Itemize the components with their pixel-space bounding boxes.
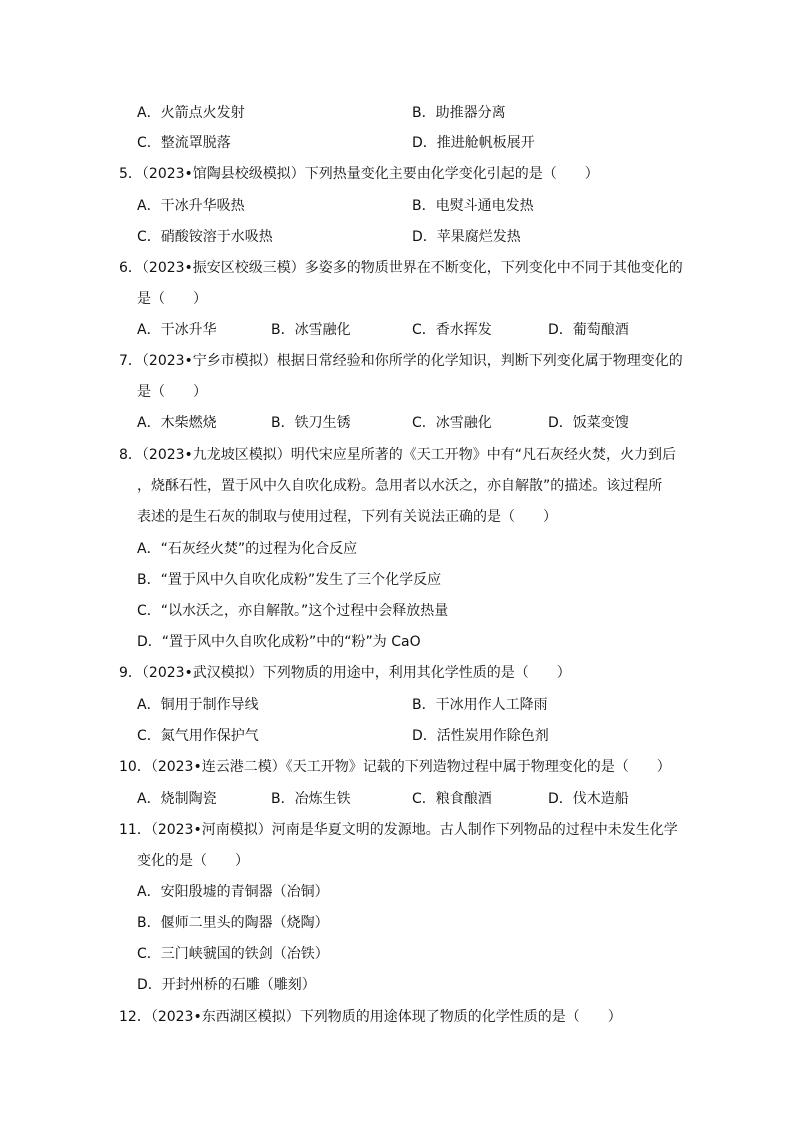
q8-stem-text-1: 8．（2023•九龙坡区模拟）明代宋应星所著的《天工开物》中有“凡石灰经火焚，火力到后 [119, 447, 677, 463]
q8-option-c[interactable]: C．“以水沃之，亦自解散。”这个过程中会释放热量 [137, 603, 449, 619]
q12-stem-text: 12．（2023•东西湖区模拟）下列物质的用途体现了物质的化学性质的是（ ） [119, 1009, 622, 1025]
q9-stem [0, 662, 794, 684]
q9-option-c[interactable]: C．氮气用作保护气 [137, 728, 259, 744]
q7-stem-text-1: 7．（2023•宁乡市模拟）根据日常经验和你所学的化学知识，判断下列变化属于物理变化的 [119, 353, 683, 369]
q5-options-row-1 [0, 195, 794, 217]
q7-stem-text-2: 是（ ） [137, 384, 207, 400]
q7-option-d[interactable]: D．饭菜变馊 [548, 415, 629, 431]
q8-option-d[interactable]: D．“置于风中久自吹化成粉”中的“粉”为 CaO [137, 634, 421, 650]
q6-option-a[interactable]: A．干冰升华 [137, 322, 217, 338]
q11-stem-text-2: 变化的是（ ） [137, 853, 249, 869]
q12-stem [0, 1006, 794, 1028]
q6-options-row [0, 319, 794, 341]
q9-options-row-2 [0, 725, 794, 747]
q9-option-d[interactable]: D．活性炭用作除色剂 [412, 728, 549, 744]
q8-stem-line-2 [0, 475, 794, 497]
q7-option-b[interactable]: B．铁刀生锈 [271, 415, 351, 431]
q11-stem-line-2 [0, 850, 794, 872]
q8-option-d-row [0, 631, 794, 653]
q11-option-d[interactable]: D．开封州桥的石雕（雕刻） [137, 977, 316, 993]
q5-option-c[interactable]: C．硝酸铵溶于水吸热 [137, 229, 273, 245]
q10-stem [0, 756, 794, 778]
q5-option-d[interactable]: D．苹果腐烂发热 [412, 229, 521, 245]
q5-option-a[interactable]: A．干冰升华吸热 [137, 198, 245, 214]
q11-stem-line-1 [0, 819, 794, 841]
q8-stem-line-1 [0, 444, 794, 466]
q7-option-c[interactable]: C．冰雪融化 [412, 415, 492, 431]
q4-options-row-1 [0, 102, 794, 124]
q4-option-c[interactable]: C．整流罩脱落 [137, 135, 231, 151]
q7-stem-line-2 [0, 381, 794, 403]
q4-option-b[interactable]: B．助推器分离 [412, 105, 506, 121]
q5-stem-text: 5．（2023•馆陶县校级模拟）下列热量变化主要由化学变化引起的是（ ） [119, 166, 599, 182]
q11-option-b[interactable]: B．偃师二里头的陶器（烧陶） [137, 915, 329, 931]
q5-options-row-2 [0, 226, 794, 248]
q6-option-c[interactable]: C．香水挥发 [412, 322, 492, 338]
q10-stem-text: 10．（2023•连云港二模）《天工开物》记载的下列造物过程中属于物理变化的是（ ） [119, 759, 671, 775]
q7-stem-line-1 [0, 350, 794, 372]
q8-option-c-row [0, 600, 794, 622]
q10-option-c[interactable]: C．粮食酿酒 [412, 791, 492, 807]
q8-stem-text-3: 表述的是生石灰的制取与使用过程，下列有关说法正确的是（ ） [137, 509, 557, 525]
q11-option-a-row [0, 881, 794, 903]
q8-option-b-row [0, 569, 794, 591]
q11-option-d-row [0, 974, 794, 996]
q10-option-a[interactable]: A．烧制陶瓷 [137, 791, 217, 807]
q8-stem-text-2: ，烧酥石性，置于风中久自吹化成粉。急用者以水沃之，亦自解散”的描述。该过程所 [137, 478, 663, 494]
q6-stem-text-2: 是（ ） [137, 291, 207, 307]
q6-option-d[interactable]: D．葡萄酿酒 [548, 322, 629, 338]
q4-option-a[interactable]: A．火箭点火发射 [137, 105, 245, 121]
q11-option-a[interactable]: A．安阳殷墟的青铜器（冶铜） [137, 884, 329, 900]
q9-option-b[interactable]: B．干冰用作人工降雨 [412, 697, 548, 713]
q8-option-b[interactable]: B．“置于风中久自吹化成粉”发生了三个化学反应 [137, 572, 442, 588]
q4-option-d[interactable]: D．推进舱帆板展开 [412, 135, 535, 151]
q9-option-a[interactable]: A．铜用于制作导线 [137, 697, 259, 713]
q10-option-b[interactable]: B．冶炼生铁 [271, 791, 351, 807]
q6-stem-line-1 [0, 257, 794, 279]
q11-option-c[interactable]: C．三门峡虢国的铁剑（冶铁） [137, 946, 329, 962]
q6-stem-line-2 [0, 288, 794, 310]
q11-option-c-row [0, 943, 794, 965]
q5-option-b[interactable]: B．电熨斗通电发热 [412, 198, 534, 214]
q8-option-a[interactable]: A．“石灰经火焚”的过程为化合反应 [137, 541, 358, 557]
q8-option-a-row [0, 538, 794, 560]
q11-stem-text-1: 11．（2023•河南模拟）河南是华夏文明的发源地。古人制作下列物品的过程中未发生化学 [119, 822, 678, 838]
q11-option-b-row [0, 912, 794, 934]
q8-stem-line-3 [0, 506, 794, 528]
q7-option-a[interactable]: A．木柴燃烧 [137, 415, 217, 431]
q9-stem-text: 9．（2023•武汉模拟）下列物质的用途中，利用其化学性质的是（ ） [119, 665, 571, 681]
q6-option-b[interactable]: B．冰雪融化 [271, 322, 351, 338]
q6-stem-text-1: 6．（2023•振安区校级三模）多姿多的物质世界在不断变化，下列变化中不同于其他变化的 [119, 260, 683, 276]
q10-option-d[interactable]: D．伐木造船 [548, 791, 629, 807]
q4-options-row-2 [0, 132, 794, 154]
q9-options-row-1 [0, 694, 794, 716]
q7-options-row [0, 412, 794, 434]
q10-options-row [0, 788, 794, 810]
q5-stem [0, 163, 794, 185]
